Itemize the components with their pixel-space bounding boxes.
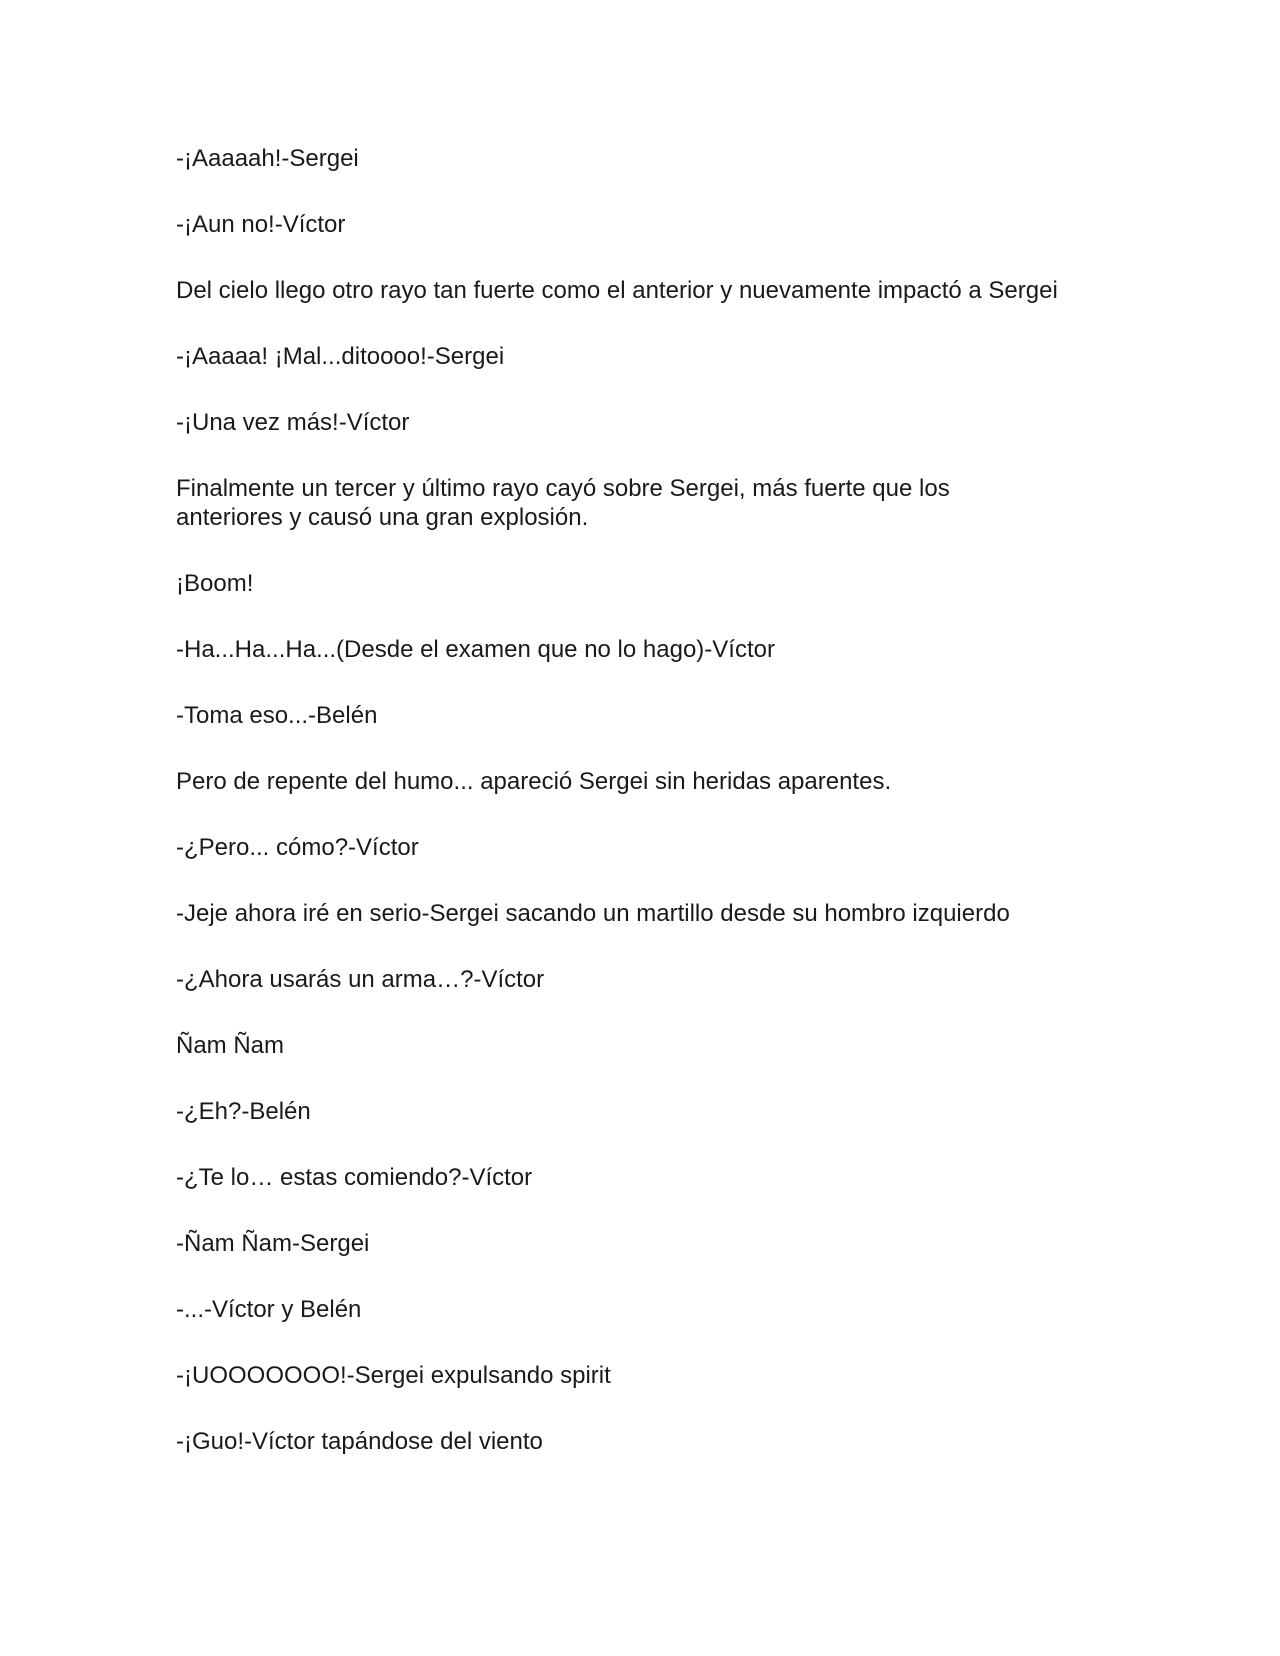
dialogue-line: -¡UOOOOOOO!-Sergei expulsando spirit	[176, 1362, 611, 1389]
dialogue-line: -¡Aaaaa! ¡Mal...ditoooo!-Sergei	[176, 343, 505, 370]
dialogue-line: -¿Te lo… estas comiendo?-Víctor	[176, 1164, 533, 1191]
narration-line: Del cielo llego otro rayo tan fuerte como el anterior y nuevamente impactó a Sergei	[176, 277, 1058, 304]
dialogue-line: -¿Eh?-Belén	[176, 1098, 311, 1125]
sound-effect-line: Ñam Ñam	[176, 1032, 285, 1059]
dialogue-line: -¡Una vez más!-Víctor	[176, 409, 410, 436]
dialogue-line: -...-Víctor y Belén	[176, 1296, 362, 1323]
dialogue-line: -¿Pero... cómo?-Víctor	[176, 834, 419, 861]
narration-line: Pero de repente del humo... apareció Sergei sin heridas aparentes.	[176, 768, 892, 795]
dialogue-line: -Ñam Ñam-Sergei	[176, 1230, 370, 1257]
dialogue-line: -¡Aun no!-Víctor	[176, 211, 346, 238]
sound-effect-line: ¡Boom!	[176, 570, 254, 597]
dialogue-line: -¡Guo!-Víctor tapándose del viento	[176, 1428, 543, 1455]
dialogue-line: -Jeje ahora iré en serio-Sergei sacando un martillo desde su hombro izquierdo	[176, 900, 1010, 927]
dialogue-line: -¡Aaaaah!-Sergei	[176, 145, 359, 172]
dialogue-line: -Toma eso...-Belén	[176, 702, 378, 729]
narration-paragraph: Finalmente un tercer y último rayo cayó sobre Sergei, más fuerte que los anteriores y causó una gran explosión.	[176, 475, 950, 531]
dialogue-line: -Ha...Ha...Ha...(Desde el examen que no lo hago)-Víctor	[176, 636, 775, 663]
document-body	[176, 144, 1106, 1493]
dialogue-line: -¿Ahora usarás un arma…?-Víctor	[176, 966, 545, 993]
